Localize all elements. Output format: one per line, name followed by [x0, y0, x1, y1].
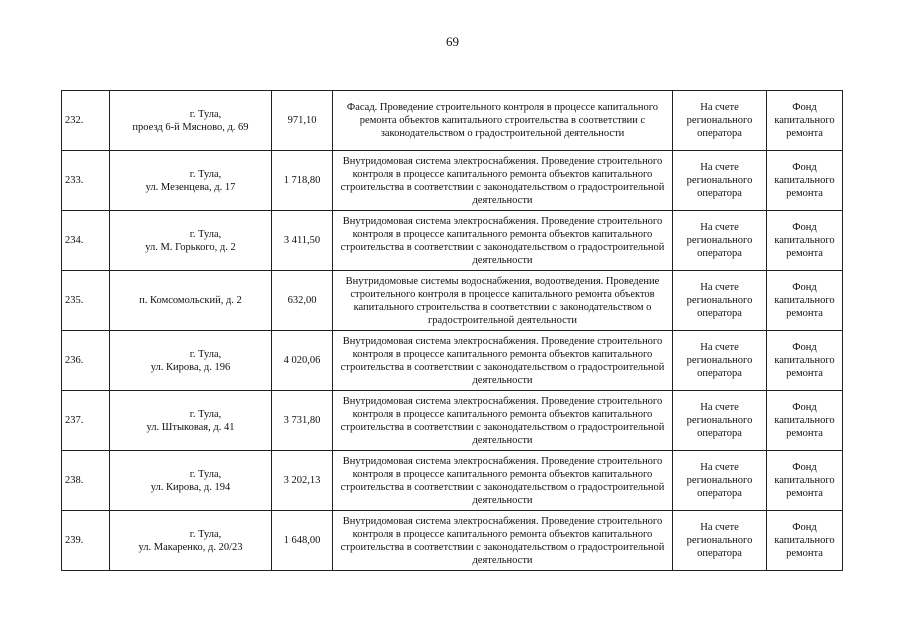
- address-cell: [110, 271, 272, 331]
- table-row: [62, 151, 843, 211]
- work-description: Фасад. Проведение строительного контроля в процессе капитального ремонта объектов капитального строительства в соответствии с законодательством о градостроительной деятельности: [333, 91, 673, 151]
- row-number: 237.: [62, 391, 110, 451]
- funding-source: Фонд капитального ремонта: [767, 511, 843, 571]
- work-description: Внутридомовая система электроснабжения. Проведение строительного контроля в процессе капитального ремонта объектов капитального строительства в соответствии с законодательством о градостроительной деятельности: [333, 391, 673, 451]
- work-description: Внутридомовая система электроснабжения. Проведение строительного контроля в процессе капитального ремонта объектов капитального строительства в соответствии с законодательством о градостроительной деятельности: [333, 151, 673, 211]
- cost-cell: 3 202,13: [272, 451, 333, 511]
- row-number: 238.: [62, 451, 110, 511]
- work-description: Внутридомовая система электроснабжения. Проведение строительного контроля в процессе капитального ремонта объектов капитального строительства в соответствии с законодательством о градостроительной деятельности: [333, 511, 673, 571]
- address-cell: [110, 151, 272, 211]
- address-cell: [110, 331, 272, 391]
- payment-method: На счете регионального оператора: [673, 331, 767, 391]
- funding-source: Фонд капитального ремонта: [767, 91, 843, 151]
- table-row: [62, 331, 843, 391]
- address-cell: [110, 211, 272, 271]
- payment-method: На счете регионального оператора: [673, 271, 767, 331]
- page-number: 69: [446, 34, 459, 49]
- address-city: г. Тула,: [189, 228, 222, 240]
- table-row: [62, 511, 843, 571]
- table-row: [62, 211, 843, 271]
- address-cell: [110, 451, 272, 511]
- funding-source: Фонд капитального ремонта: [767, 151, 843, 211]
- work-description: Внутридомовая система электроснабжения. Проведение строительного контроля в процессе капитального ремонта объектов капитального строительства в соответствии с законодательством о градостроительной деятельности: [333, 211, 673, 271]
- address-cell: [110, 511, 272, 571]
- row-number: 233.: [62, 151, 110, 211]
- funding-source: Фонд капитального ремонта: [767, 391, 843, 451]
- funding-source: Фонд капитального ремонта: [767, 451, 843, 511]
- address-city: г. Тула,: [189, 108, 222, 120]
- address-city: г. Тула,: [189, 528, 222, 540]
- address-street: ул. Мезенцева, д. 17: [145, 181, 236, 193]
- payment-method: На счете регионального оператора: [673, 391, 767, 451]
- funding-source: Фонд капитального ремонта: [767, 331, 843, 391]
- cost-cell: 4 020,06: [272, 331, 333, 391]
- row-number: 232.: [62, 91, 110, 151]
- address-street: ул. Штыковая, д. 41: [146, 421, 235, 433]
- row-number: 236.: [62, 331, 110, 391]
- funding-source: Фонд капитального ремонта: [767, 271, 843, 331]
- address-cell: [110, 91, 272, 151]
- payment-method: На счете регионального оператора: [673, 151, 767, 211]
- cost-cell: 1 648,00: [272, 511, 333, 571]
- cost-cell: 3 731,80: [272, 391, 333, 451]
- address-street: ул. Кирова, д. 196: [150, 361, 231, 373]
- address-street: ул. Кирова, д. 194: [150, 481, 231, 493]
- address-city: г. Тула,: [189, 348, 222, 360]
- address-street: ул. Макаренко, д. 20/23: [138, 541, 243, 553]
- address-city: г. Тула,: [189, 168, 222, 180]
- cost-cell: 632,00: [272, 271, 333, 331]
- address-cell: [110, 391, 272, 451]
- address-street: ул. М. Горького, д. 2: [145, 241, 236, 253]
- address-city: г. Тула,: [189, 468, 222, 480]
- row-number: 234.: [62, 211, 110, 271]
- repair-works-table: [61, 90, 843, 571]
- payment-method: На счете регионального оператора: [673, 511, 767, 571]
- row-number: 239.: [62, 511, 110, 571]
- payment-method: На счете регионального оператора: [673, 91, 767, 151]
- table-row: [62, 451, 843, 511]
- payment-method: На счете регионального оператора: [673, 451, 767, 511]
- funding-source: Фонд капитального ремонта: [767, 211, 843, 271]
- cost-cell: 1 718,80: [272, 151, 333, 211]
- work-description: Внутридомовые системы водоснабжения, водоотведения. Проведение строительного контроля в процессе капитального ремонта объектов капитального строительства в соответствии с законодательством о градостроительной деятельности: [333, 271, 673, 331]
- table-row: [62, 391, 843, 451]
- payment-method: На счете регионального оператора: [673, 211, 767, 271]
- work-description: Внутридомовая система электроснабжения. Проведение строительного контроля в процессе капитального ремонта объектов капитального строительства в соответствии с законодательством о градостроительной деятельности: [333, 451, 673, 511]
- cost-cell: 3 411,50: [272, 211, 333, 271]
- address-street: проезд 6-й Мясново, д. 69: [132, 121, 249, 133]
- row-number: 235.: [62, 271, 110, 331]
- table-row: [62, 91, 843, 151]
- cost-cell: 971,10: [272, 91, 333, 151]
- address-city: г. Тула,: [189, 408, 222, 420]
- address-street: п. Комсомольский, д. 2: [139, 295, 242, 306]
- table-row: [62, 271, 843, 331]
- work-description: Внутридомовая система электроснабжения. Проведение строительного контроля в процессе капитального ремонта объектов капитального строительства в соответствии с законодательством о градостроительной деятельности: [333, 331, 673, 391]
